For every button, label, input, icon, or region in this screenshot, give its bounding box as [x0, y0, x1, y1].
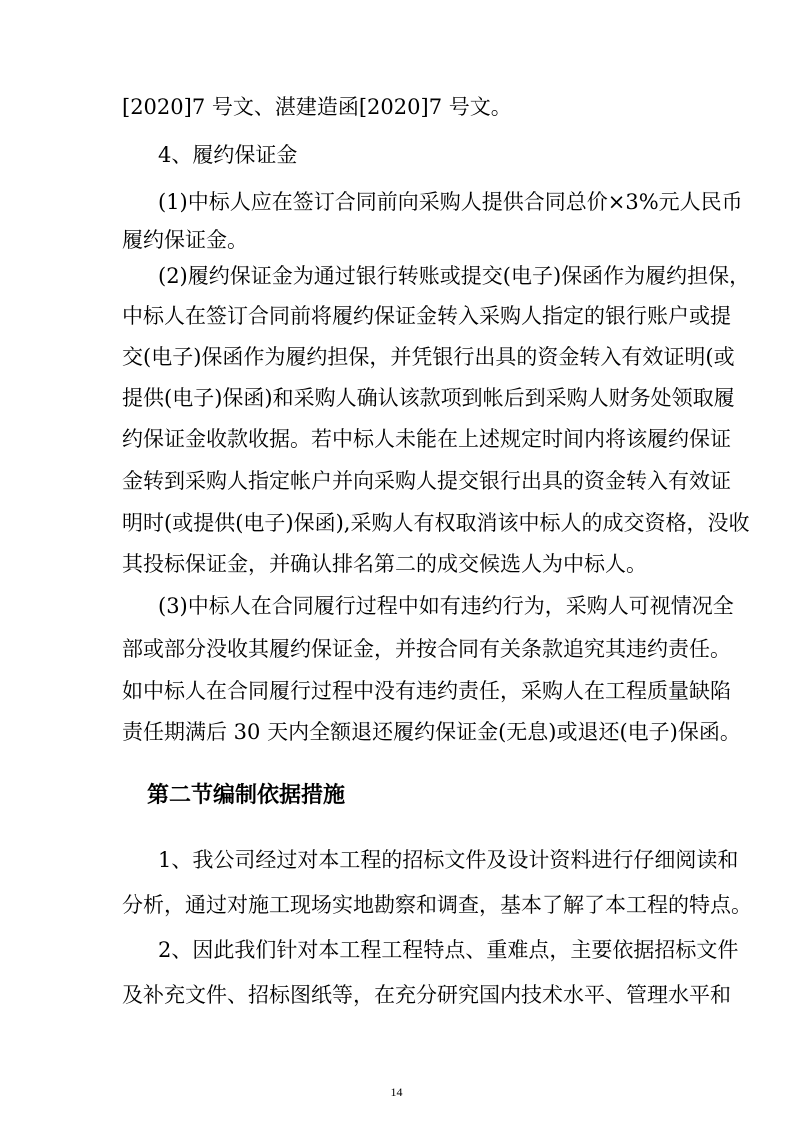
text-line: 明时(或提供(电子)保函),采购人有权取消该中标人的成交资格，没收 — [122, 511, 750, 535]
text-line: 其投标保证金，并确认排名第二的成交候选人为中标人。 — [122, 552, 647, 576]
text-line: 及补充文件、招标图纸等，在充分研究国内技术水平、管理水平和 — [122, 983, 731, 1007]
text-line: 部或部分没收其履约保证金，并按合同有关条款追究其违约责任。 — [122, 637, 731, 661]
section-heading: 第二节编制依据措施 — [147, 783, 346, 808]
text-line: 中标人在签订合同前将履约保证金转入采购人指定的银行账户或提 — [122, 304, 731, 328]
text-line: [2020]7 号文、湛建造函[2020]7 号文。 — [122, 95, 512, 119]
text-line: (1)中标人应在签订合同前向采购人提供合同总价×3%元人民币 — [158, 190, 743, 214]
text-line: (2)履约保证金为通过银行转账或提交(电子)保函作为履约担保， — [158, 264, 751, 288]
text-line: 交(电子)保函作为履约担保，并凭银行出具的资金转入有效证明(或 — [122, 345, 735, 369]
text-line: 分析，通过对施工现场实地勘察和调查，基本了解了本工程的特点。 — [122, 893, 752, 917]
text-line: 金转到采购人指定帐户并向采购人提交银行出具的资金转入有效证 — [122, 469, 731, 493]
text-line: 约保证金收款收据。若中标人未能在上述规定时间内将该履约保证 — [122, 427, 731, 451]
text-line: 提供(电子)保函)和采购人确认该款项到帐后到采购人财务处领取履 — [122, 386, 735, 410]
item-heading: 4、履约保证金 — [158, 143, 298, 167]
text-line: 2、因此我们针对本工程工程特点、重难点，主要依据招标文件 — [158, 938, 739, 962]
text-line: 1、我公司经过对本工程的招标文件及设计资料进行仔细阅读和 — [158, 848, 739, 872]
text-line: 责任期满后 30 天内全额退还履约保证金(无息)或退还(电子)保函。 — [122, 720, 741, 744]
text-line: 如中标人在合同履行过程中没有违约责任，采购人在工程质量缺陷 — [122, 679, 731, 703]
page-number: 14 — [390, 1085, 403, 1099]
text-line: 履约保证金。 — [122, 228, 248, 252]
text-line: (3)中标人在合同履行过程中如有违约行为，采购人可视情况全 — [158, 594, 734, 618]
